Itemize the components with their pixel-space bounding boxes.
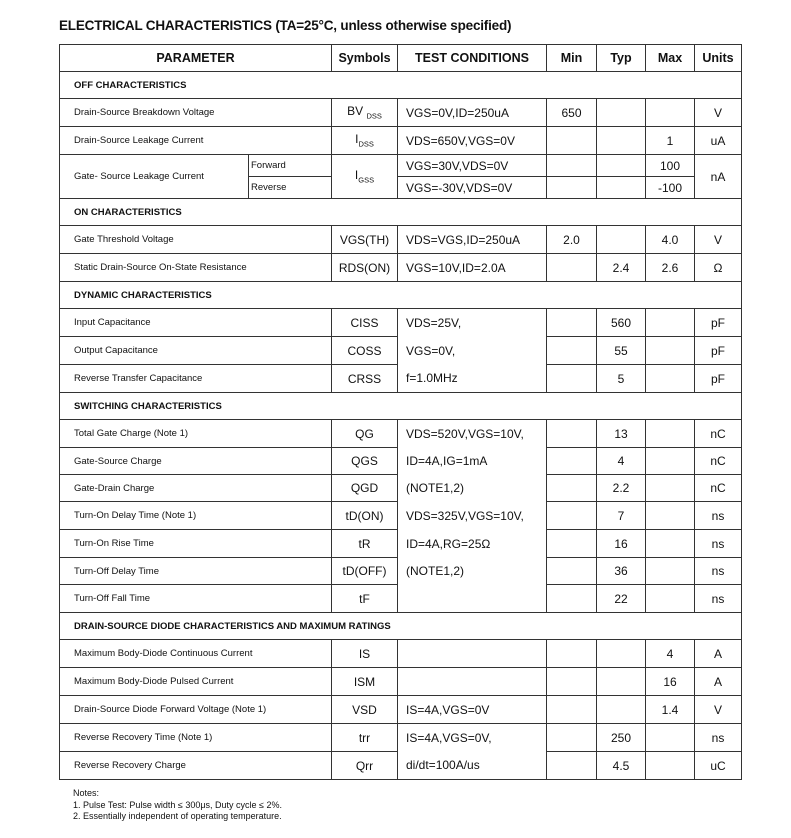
section-row [60, 613, 742, 640]
condition-cell: (NOTE1,2) [398, 558, 547, 585]
max-cell [646, 99, 695, 127]
max-cell [646, 420, 695, 448]
symbol-cell: $I_{DSS}$ [332, 127, 398, 155]
max-cell [646, 475, 695, 502]
min-cell [547, 530, 597, 558]
condition-cell [398, 585, 547, 613]
table-row [60, 337, 742, 365]
max-cell [646, 558, 695, 585]
section-switching: SWITCHING CHARACTERISTICS [60, 393, 742, 420]
param-cell: Gate Threshold Voltage [60, 226, 332, 254]
symbol-cell: $I_{GSS}$ [332, 155, 398, 199]
table-row [60, 558, 742, 585]
symbol-cell: COSS [332, 337, 398, 365]
typ-cell: 2.2 [597, 475, 646, 502]
max-cell: 100 [646, 155, 695, 177]
condition-cell: di/dt=100A/us [398, 752, 547, 780]
param-cell: Maximum Body-Diode Pulsed Current [60, 668, 332, 696]
unit-cell: A [695, 640, 742, 668]
param-cell: Output Capacitance [60, 337, 332, 365]
param-cell: Turn-Off Fall Time [60, 585, 332, 613]
symbol-cell: CRSS [332, 365, 398, 393]
min-cell [547, 127, 597, 155]
unit-cell: uC [695, 752, 742, 780]
symbol-cell: tR [332, 530, 398, 558]
max-cell [646, 448, 695, 475]
symbol-cell: ISM [332, 668, 398, 696]
max-cell: 1.4 [646, 696, 695, 724]
condition-cell: IS=4A,VGS=0V, [398, 724, 547, 752]
symbol-cell: QGS [332, 448, 398, 475]
unit-cell: uA [695, 127, 742, 155]
table-row [60, 309, 742, 337]
unit-cell: ns [695, 502, 742, 530]
min-cell [547, 752, 597, 780]
unit-cell: pF [695, 309, 742, 337]
symbol-cell: tD(ON) [332, 502, 398, 530]
param-cell: Turn-On Rise Time [60, 530, 332, 558]
symbol-cell: QGD [332, 475, 398, 502]
min-cell [547, 254, 597, 282]
condition-cell [398, 640, 547, 668]
symbol-cell: RDS(ON) [332, 254, 398, 282]
typ-cell [597, 640, 646, 668]
typ-cell: 7 [597, 502, 646, 530]
condition-cell: VDS=325V,VGS=10V, [398, 502, 547, 530]
condition-cell: ID=4A,IG=1mA [398, 448, 547, 475]
unit-cell: ns [695, 530, 742, 558]
typ-cell [597, 696, 646, 724]
unit-cell: V [695, 226, 742, 254]
symbol-cell: IS [332, 640, 398, 668]
table-row [60, 724, 742, 752]
param-cell: Reverse Transfer Capacitance [60, 365, 332, 393]
table-row [60, 420, 742, 448]
condition-cell: VGS=0V, [398, 337, 547, 365]
symbol-cell: QG [332, 420, 398, 448]
header-units: Units [695, 45, 742, 72]
typ-cell [597, 226, 646, 254]
param-cell: Gate-Source Charge [60, 448, 332, 475]
table-row [60, 752, 742, 780]
max-cell [646, 365, 695, 393]
symbol-cell: tF [332, 585, 398, 613]
max-cell: 4 [646, 640, 695, 668]
table-row [60, 365, 742, 393]
min-cell [547, 502, 597, 530]
table-row [60, 475, 742, 502]
param-cell: Maximum Body-Diode Continuous Current [60, 640, 332, 668]
param-cell: Turn-Off Delay Time [60, 558, 332, 585]
symbol-cell: BV $_{DSS}$ [332, 99, 398, 127]
header-parameter: PARAMETER [60, 45, 332, 72]
min-cell [547, 558, 597, 585]
table-row [60, 254, 742, 282]
unit-cell: pF [695, 337, 742, 365]
condition-cell: VDS=650V,VGS=0V [398, 127, 547, 155]
symbol-cell: tD(OFF) [332, 558, 398, 585]
min-cell [547, 177, 597, 199]
typ-cell [597, 155, 646, 177]
param-cell: Gate- Source Leakage Current [60, 155, 249, 199]
section-on: ON CHARACTERISTICS [60, 199, 742, 226]
header-min: Min [547, 45, 597, 72]
param-cell: Input Capacitance [60, 309, 332, 337]
table-row [60, 585, 742, 613]
section-row [60, 393, 742, 420]
param-cell: Reverse Recovery Charge [60, 752, 332, 780]
unit-cell: nC [695, 475, 742, 502]
unit-cell: ns [695, 558, 742, 585]
condition-cell: (NOTE1,2) [398, 475, 547, 502]
condition-cell: VGS=10V,ID=2.0A [398, 254, 547, 282]
condition-cell: VGS=-30V,VDS=0V [398, 177, 547, 199]
header-conditions: TEST CONDITIONS [398, 45, 547, 72]
section-row [60, 199, 742, 226]
max-cell [646, 502, 695, 530]
symbol-cell: trr [332, 724, 398, 752]
table-row [60, 448, 742, 475]
min-cell [547, 585, 597, 613]
condition-cell: VGS=30V,VDS=0V [398, 155, 547, 177]
min-cell [547, 668, 597, 696]
typ-cell: 560 [597, 309, 646, 337]
header-max: Max [646, 45, 695, 72]
typ-cell: 4.5 [597, 752, 646, 780]
typ-cell: 16 [597, 530, 646, 558]
unit-cell: nC [695, 448, 742, 475]
param-cell: Reverse Recovery Time (Note 1) [60, 724, 332, 752]
max-cell: -100 [646, 177, 695, 199]
condition-cell: VDS=VGS,ID=250uA [398, 226, 547, 254]
param-cell: Drain-Source Leakage Current [60, 127, 332, 155]
min-cell [547, 696, 597, 724]
symbol-cell: VSD [332, 696, 398, 724]
note-2: 2. Essentially independent of operating temperature. [73, 811, 282, 821]
max-cell [646, 724, 695, 752]
max-cell [646, 530, 695, 558]
table-row [60, 502, 742, 530]
reverse-label: Reverse [249, 177, 332, 199]
section-row [60, 282, 742, 309]
unit-cell: pF [695, 365, 742, 393]
min-cell [547, 365, 597, 393]
max-cell: 1 [646, 127, 695, 155]
table-row [60, 668, 742, 696]
typ-cell [597, 177, 646, 199]
header-row [60, 45, 742, 72]
max-cell: 4.0 [646, 226, 695, 254]
max-cell [646, 585, 695, 613]
max-cell: 2.6 [646, 254, 695, 282]
header-typ: Typ [597, 45, 646, 72]
param-cell: Total Gate Charge (Note 1) [60, 420, 332, 448]
section-diode: DRAIN-SOURCE DIODE CHARACTERISTICS AND MAXIMUM RATINGS [60, 613, 742, 640]
unit-cell: V [695, 696, 742, 724]
min-cell [547, 724, 597, 752]
min-cell [547, 337, 597, 365]
param-cell: Static Drain-Source On-State Resistance [60, 254, 332, 282]
min-cell [547, 640, 597, 668]
condition-cell: VGS=0V,ID=250uA [398, 99, 547, 127]
typ-cell: 4 [597, 448, 646, 475]
condition-cell: VDS=520V,VGS=10V, [398, 420, 547, 448]
unit-cell: Ω [695, 254, 742, 282]
max-cell: 16 [646, 668, 695, 696]
notes [73, 788, 282, 823]
typ-cell: 250 [597, 724, 646, 752]
condition-cell: ID=4A,RG=25Ω [398, 530, 547, 558]
min-cell: 650 [547, 99, 597, 127]
typ-cell: 2.4 [597, 254, 646, 282]
param-cell: Turn-On Delay Time (Note 1) [60, 502, 332, 530]
table-row [60, 99, 742, 127]
forward-label: Forward [249, 155, 332, 177]
typ-cell [597, 127, 646, 155]
electrical-characteristics-table [59, 44, 742, 780]
section-off: OFF CHARACTERISTICS [60, 72, 742, 99]
param-cell: Drain-Source Diode Forward Voltage (Note 1) [60, 696, 332, 724]
condition-cell: VDS=25V, [398, 309, 547, 337]
typ-cell: 13 [597, 420, 646, 448]
unit-cell: nC [695, 420, 742, 448]
max-cell [646, 309, 695, 337]
typ-cell: 22 [597, 585, 646, 613]
unit-cell: ns [695, 724, 742, 752]
unit-cell: ns [695, 585, 742, 613]
typ-cell: 55 [597, 337, 646, 365]
typ-cell [597, 668, 646, 696]
param-cell: Gate-Drain Charge [60, 475, 332, 502]
min-cell [547, 420, 597, 448]
table-row [60, 155, 742, 177]
header-symbols: Symbols [332, 45, 398, 72]
table-row [60, 530, 742, 558]
table-row [60, 127, 742, 155]
unit-cell: A [695, 668, 742, 696]
notes-heading: Notes: [73, 788, 100, 798]
unit-cell: nA [695, 155, 742, 199]
table-row [60, 226, 742, 254]
min-cell [547, 448, 597, 475]
typ-cell: 5 [597, 365, 646, 393]
min-cell [547, 475, 597, 502]
condition-cell [398, 668, 547, 696]
min-cell: 2.0 [547, 226, 597, 254]
param-cell: Drain-Source Breakdown Voltage [60, 99, 332, 127]
unit-cell: V [695, 99, 742, 127]
max-cell [646, 752, 695, 780]
symbol-cell: Qrr [332, 752, 398, 780]
section-dynamic: DYNAMIC CHARACTERISTICS [60, 282, 742, 309]
table-row [60, 696, 742, 724]
condition-cell: IS=4A,VGS=0V [398, 696, 547, 724]
condition-cell: f=1.0MHz [398, 365, 547, 393]
max-cell [646, 337, 695, 365]
note-1: 1. Pulse Test: Pulse width ≤ 300μs, Duty cycle ≤ 2%. [73, 799, 282, 810]
table-row [60, 640, 742, 668]
min-cell [547, 155, 597, 177]
symbol-cell: VGS(TH) [332, 226, 398, 254]
typ-cell: 36 [597, 558, 646, 585]
typ-cell [597, 99, 646, 127]
page-title: ELECTRICAL CHARACTERISTICS (TA=25°C, unless otherwise specified) [59, 18, 512, 33]
min-cell [547, 309, 597, 337]
symbol-cell: CISS [332, 309, 398, 337]
section-row [60, 72, 742, 99]
